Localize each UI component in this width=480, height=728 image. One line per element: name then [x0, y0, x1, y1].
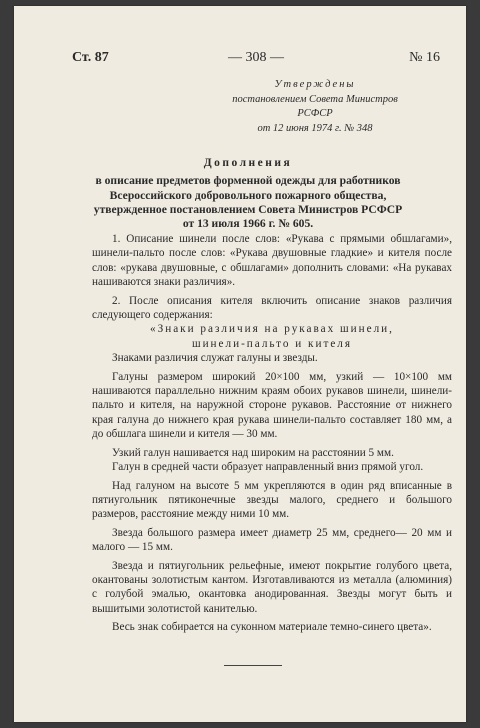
issue-number: № 16 — [409, 50, 440, 65]
paragraph-1: 1. Описание шинели после слов: «Рукава с прямыми обшлагами», шинели-пальто после слов: «Рукава двушовные гладкие» и кителя после слов: «рукава двушовные, с обшлагами» дополнить словами: «На рукавах нашиваются знаки различия». — [92, 233, 452, 289]
title-line-4: от 13 июля 1966 г. № 605. — [182, 217, 314, 231]
page-number: — 308 — — [228, 50, 284, 65]
document-body — [92, 232, 452, 635]
approval-line-4: от 12 июня 1974 г. № 348 — [257, 122, 373, 134]
title-line-2: Всероссийского добровольного пожарного общества, — [109, 188, 387, 202]
document-title — [54, 156, 442, 231]
approval-line-2: постановлением Совета Министров — [232, 93, 398, 105]
approval-line-1: Утверждены — [274, 79, 356, 90]
paragraph-2: 2. После описания кителя включить описание знаков различия следующего содержания: — [92, 294, 452, 322]
paragraph-7: Галун в средней части образует направленный вниз прямой угол. — [112, 461, 424, 474]
approval-line-3: РСФСР — [297, 108, 333, 119]
paragraph-11: Весь знак собирается на суконном материале темно-синего цвета». — [112, 621, 432, 634]
section-heading-line-1: «Знаки различия на рукавах шинели, — [150, 323, 394, 336]
paragraph-5: Галуны размером широкий 20×100 мм, узкий — 10×100 мм нашиваются параллельно нижним краям обоих рукавов шинели, шинели-пальто и кителя, на наружной стороне рукавов. Расстояние от нижнего края галуна до нижнего края рукава шинели-пальто составляет 180 мм, а до обшлага шинели и кителя — 30 мм. — [92, 370, 452, 441]
title-heading: Дополнения — [203, 157, 293, 169]
closing-rule — [224, 665, 282, 666]
paragraph-8: Над галуном на высоте 5 мм укрепляются в один ряд вписанные в пятиугольник пятиконечные звезды малого, среднего и большого размеров, расстояние между ними 10 мм. — [92, 479, 452, 521]
paragraph-9: Звезда большого размера имеет диаметр 25 мм, среднего— 20 мм и малого — 15 мм. — [92, 526, 452, 554]
title-line-3: утвержденное постановлением Совета Министров РСФСР — [93, 202, 403, 216]
paragraph-6: Узкий галун нашивается над широким на расстоянии 5 мм. — [112, 446, 394, 459]
paragraph-4: Знаками различия служат галуны и звезды. — [112, 352, 318, 365]
section-heading-line-2: шинели-пальто и кителя — [191, 337, 353, 350]
article-number: Ст. 87 — [72, 50, 109, 65]
paragraph-10: Звезда и пятиугольник рельефные, имеют покрытие голубого цвета, окантованы золотистым кантом. Изготавливаются из металла (алюминия) с голубой эмалью, окантовка анодированная. Звезды могут быть и вышитыми золотистой канителью. — [92, 559, 452, 615]
approval-block — [200, 78, 430, 136]
title-line-1: в описание предметов форменной одежды для работников — [95, 174, 401, 188]
